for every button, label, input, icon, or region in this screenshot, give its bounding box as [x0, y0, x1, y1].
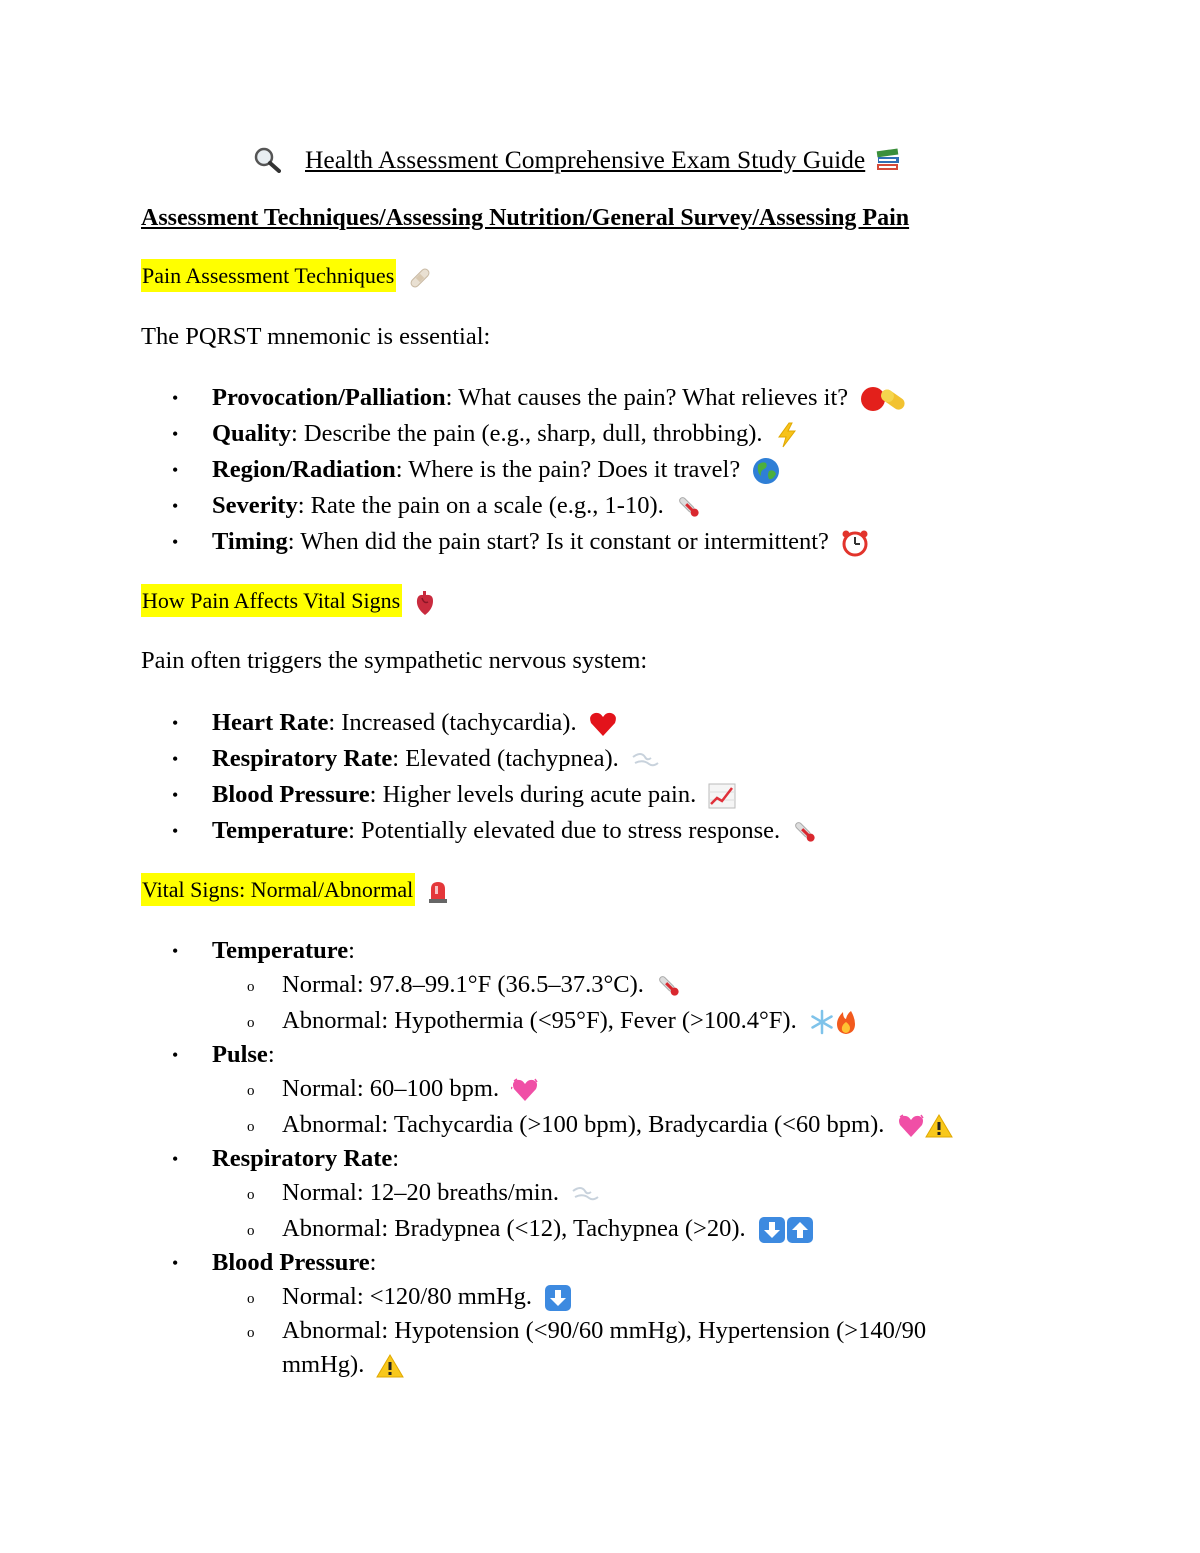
- list-item: Severity: Rate the pain on a scale (e.g., 1-10).: [212, 491, 702, 521]
- sub-bullet: o: [247, 1223, 255, 1239]
- sub-list-item: Abnormal: Bradypnea (<12), Tachypnea (>20).: [282, 1214, 814, 1244]
- bullet: •: [172, 1045, 179, 1065]
- sub-bullet: o: [247, 1325, 255, 1341]
- bullet: •: [172, 1149, 179, 1169]
- bullet: •: [172, 388, 179, 408]
- sub-list-item: Abnormal: Tachycardia (>100 bpm), Bradycardia (<60 bpm).: [282, 1110, 953, 1140]
- pill-icon: [860, 385, 906, 413]
- sub-list-item: Normal: <120/80 mmHg.: [282, 1282, 572, 1312]
- list-item: Respiratory Rate: Elevated (tachypnea).: [212, 744, 661, 774]
- sub-list-item-continuation: mmHg).: [282, 1350, 404, 1380]
- list-item: Respiratory Rate:: [212, 1145, 400, 1172]
- bullet: •: [172, 713, 179, 733]
- sympathetic-intro: Pain often triggers the sympathetic nervous system:: [141, 647, 648, 674]
- sub-bullet: o: [247, 1291, 255, 1307]
- down-arrow-icon: [544, 1284, 572, 1312]
- sub-bullet: o: [247, 979, 255, 995]
- bullet: •: [172, 496, 179, 516]
- down-arrow-icon: [758, 1216, 786, 1244]
- sub-bullet: o: [247, 1015, 255, 1031]
- globe-icon: [752, 457, 780, 485]
- sub-list-item: Normal: 12–20 breaths/min.: [282, 1178, 601, 1208]
- bullet: •: [172, 532, 179, 552]
- bullet: •: [172, 424, 179, 444]
- alarm-clock-icon: [841, 529, 869, 557]
- list-item: Blood Pressure:: [212, 1249, 377, 1276]
- list-item: Provocation/Palliation: What causes the pain? What relieves it?: [212, 383, 906, 413]
- magnifier-icon: [253, 147, 281, 173]
- siren-icon: [427, 879, 449, 905]
- anatomical-heart-icon: [414, 590, 436, 616]
- list-item: Blood Pressure: Higher levels during acute pain.: [212, 780, 736, 810]
- chart-increasing-icon: [708, 783, 736, 809]
- list-item: Temperature: Potentially elevated due to stress response.: [212, 816, 818, 846]
- section-heading-vital-signs-normal-abnormal: Vital Signs: Normal/Abnormal: [141, 877, 449, 905]
- lightning-icon: [775, 422, 799, 448]
- warning-icon: [376, 1353, 404, 1379]
- bullet: •: [172, 1253, 179, 1273]
- bullet: •: [172, 460, 179, 480]
- pqrst-intro: The PQRST mnemonic is essential:: [141, 323, 491, 350]
- sub-bullet: o: [247, 1187, 255, 1203]
- fire-icon: [835, 1009, 857, 1035]
- thermometer-icon: [676, 494, 702, 520]
- list-item: Pulse:: [212, 1041, 275, 1068]
- wind-icon: [571, 1183, 601, 1205]
- bullet: •: [172, 749, 179, 769]
- books-icon: [875, 147, 901, 173]
- pink-heart-icon: [897, 1113, 925, 1139]
- sub-bullet: o: [247, 1083, 255, 1099]
- page-title: Health Assessment Comprehensive Exam Study Guide: [305, 145, 866, 174]
- title-row: [253, 140, 953, 180]
- section-heading-pain-assessment: Pain Assessment Techniques: [141, 263, 432, 290]
- list-item: Quality: Describe the pain (e.g., sharp, dull, throbbing).: [212, 419, 799, 449]
- bullet: •: [172, 785, 179, 805]
- sub-list-item: Abnormal: Hypotension (<90/60 mmHg), Hypertension (>140/90: [282, 1317, 927, 1344]
- bullet: •: [172, 821, 179, 841]
- warning-icon: [925, 1113, 953, 1139]
- list-item: Timing: When did the pain start? Is it constant or intermittent?: [212, 527, 869, 557]
- pink-heart-icon: [511, 1077, 539, 1103]
- section-subtitle: Assessment Techniques/Assessing Nutrition/General Survey/Assessing Pain: [141, 205, 910, 231]
- sub-bullet: o: [247, 1119, 255, 1135]
- bandage-icon: [408, 266, 432, 290]
- section-heading-vital-signs-pain: How Pain Affects Vital Signs: [141, 588, 436, 616]
- bullet: •: [172, 941, 179, 961]
- wind-icon: [631, 749, 661, 771]
- snowflake-icon: [809, 1009, 835, 1035]
- sub-list-item: Normal: 97.8–99.1°F (36.5–37.3°C).: [282, 970, 682, 1000]
- sub-list-item: Normal: 60–100 bpm.: [282, 1074, 539, 1104]
- sub-list-item: Abnormal: Hypothermia (<95°F), Fever (>100.4°F).: [282, 1006, 857, 1036]
- up-arrow-icon: [786, 1216, 814, 1244]
- list-item: Temperature:: [212, 937, 355, 964]
- thermometer-icon: [792, 819, 818, 845]
- list-item: Heart Rate: Increased (tachycardia).: [212, 708, 617, 738]
- thermometer-icon: [656, 973, 682, 999]
- red-heart-icon: [589, 711, 617, 737]
- list-item: Region/Radiation: Where is the pain? Does it travel?: [212, 455, 780, 485]
